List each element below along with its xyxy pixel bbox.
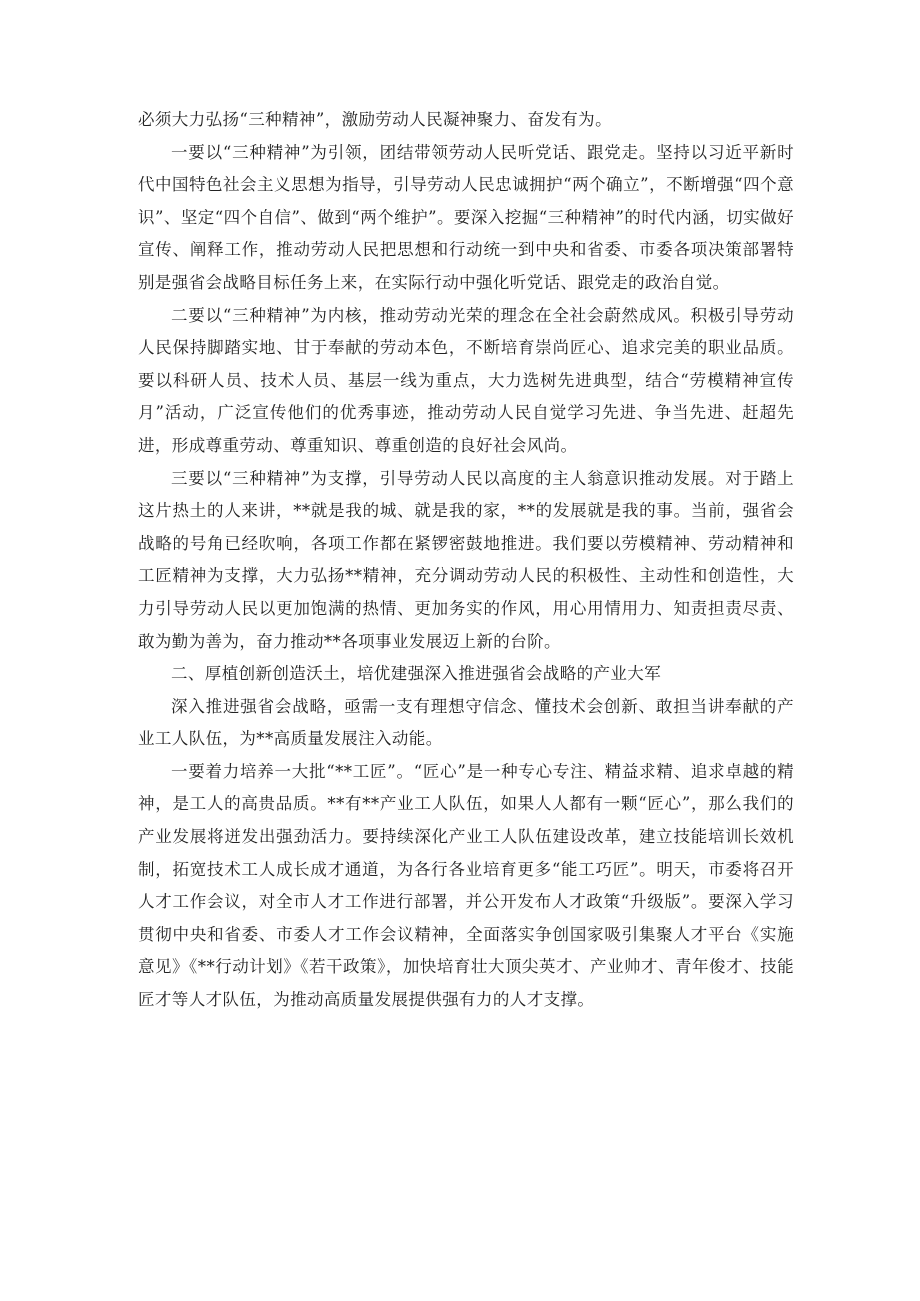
document-body — [138, 104, 794, 1017]
section-heading-2: 二、厚植创新创造沃土，培优建强深入推进强省会战略的产业大军 — [171, 664, 662, 684]
paragraph-1: 必须大力弘扬“三种精神”，激励劳动人民凝神聚力、奋发有为。 — [138, 110, 612, 129]
paragraph-2: 一要以“三种精神”为引领，团结带领劳动人民听党话、跟党走。坚持以习近平新时代中国特色社会主义思想为指导，引导劳动人民忠诚拥护“两个确立”，不断增强“四个意识”、坚定“四个自信”、做到“两个维护”。要深入挖掘“三种精神”的时代内涵，切实做好宣传、阐释工作，推动劳动人民把思想和行动统一到中央和省委、市委各项决策部署特别是强省会战略目标任务上来，在实际行动中强化听党话、跟党走的政治自觉。 — [138, 142, 794, 292]
paragraph-3: 二要以“三种精神”为内核，推动劳动光荣的理念在全社会蔚然成风。积极引导劳动人民保持脚踏实地、甘于奉献的劳动本色，不断培育崇尚匠心、追求完美的职业品质。要以科研人员、技术人员、基层一线为重点，大力选树先进典型，结合“劳模精神宣传月”活动，广泛宣传他们的优秀事迹，推动劳动人民自觉学习先进、争当先进、赶超先进，形成尊重劳动、尊重知识、尊重创造的良好社会风尚。 — [138, 305, 794, 455]
paragraph-4: 三要以“三种精神”为支撑，引导劳动人民以高度的主人翁意识推动发展。对于踏上这片热土的人来讲，**就是我的城、就是我的家，**的发展就是我的事。当前，强省会战略的号角已经吹响，各项工作都在紧锣密鼓地推进。我们要以劳模精神、劳动精神和工匠精神为支撑，大力弘扬**精神，充分调动劳动人民的积极性、主动性和创造性，大力引导劳动人民以更加饱满的热情、更加务实的作风，用心用情用力、知责担责尽责、敢为勤为善为，奋力推动**各项事业发展迈上新的台阶。 — [138, 468, 794, 651]
paragraph-5: 深入推进强省会战略，亟需一支有理想守信念、懂技术会创新、敢担当讲奉献的产业工人队伍，为**高质量发展注入动能。 — [138, 696, 794, 749]
paragraph-6: 一要着力培养一大批“**工匠”。“匠心”是一种专心专注、精益求精、追求卓越的精神，是工人的高贵品质。**有**产业工人队伍，如果人人都有一颗“匠心”，那么我们的产业发展将迸发出强劲活力。要持续深化产业工人队伍建设改革，建立技能培训长效机制，拓宽技术工人成长成才通道，为各行各业培育更多“能工巧匠”。明天，市委将召开人才工作会议，对全市人才工作进行部署，并公开发布人才政策“升级版”。要深入学习贯彻中央和省委、市委人才工作会议精神，全面落实争创国家吸引集聚人才平台《实施意见》《**行动计划》《若干政策》，加快培育壮大顶尖英才、产业帅才、青年俊才、技能匠才等人才队伍，为推动高质量发展提供强有力的人才支撑。 — [138, 761, 794, 1010]
